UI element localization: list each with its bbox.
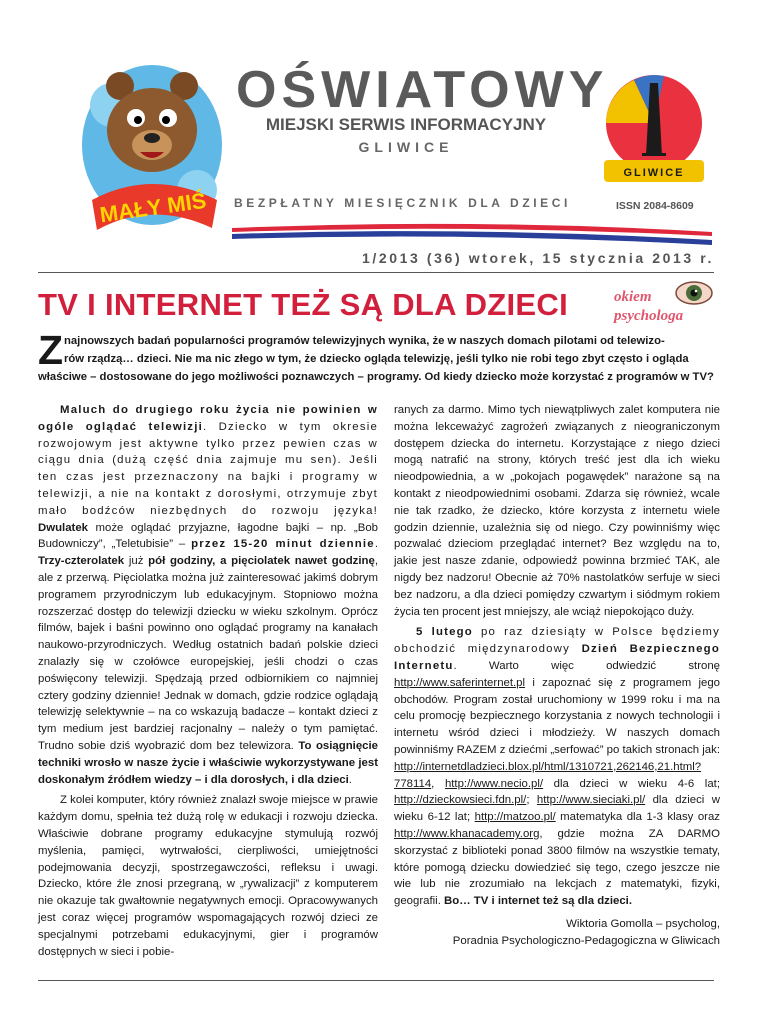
link-internetdladzieci[interactable]: http://internetdladzieci.blox.pl/html/1310721,262146,21.html?778114 (394, 760, 702, 790)
link-saferinternet[interactable]: http://www.saferinternet.pl (394, 676, 526, 689)
masthead-title: OŚWIATOWY (236, 61, 609, 119)
link-sieciaki[interactable]: http://www.sieciaki.pl/ (536, 794, 646, 807)
section-label-1: okiem (614, 289, 652, 305)
decorative-stripes (232, 218, 712, 248)
issn: ISSN 2084-8609 (616, 200, 694, 212)
svg-text:GLIWICE: GLIWICE (623, 167, 685, 179)
link-matzoo[interactable]: http://matzoo.pl/ (474, 811, 556, 824)
article-headline: TV I INTERNET TEŻ SĄ DLA DZIECI (38, 287, 568, 322)
paragraph: Maluch do drugiego roku życia nie powinien w ogóle oglądać telewizji. Dziecko w tym okresie rozwojowym jest aktywne tylko przez pewien czas w ciągu dnia (dużą część dnia zajmuje mu sen). Jeśli ten czas jest przeznaczony na bajki i programy w telewizji, a nie na kontakt z dorosłymi, otrzymuje zbyt mało bodźców niezbędnych do rozwoju języka! Dwulatek może oglądać przyjazne, łagodne bajki – np. „Bob Budowniczy”, „Teletubisie” – przez 15-20 minut dziennie. Trzy-czterolatek już pół godziny, a pięciolatek nawet godzinę, ale z przerwą. Pięciolatka można już zainteresować jakimś dobrym programem przyrodniczym lub edukacyjnym. Stopniowo można rozszerzać dostęp do telewizji dziecku w wieku szkolnym. Oprócz filmów, bajek i baśni powinno ono oglądać programy na kanałach naukowo-przyrodniczych. Według ostatnich badań polskie dzieci znalazły się w czołówce europejskiej, jeśli chodzi o czas poświęcony telewizji. Spędzają przed odbiornikiem co najmniej cztery godziny dziennie! Jednak w domach, gdzie rodzice oglądają telewizję selektywnie – na co wskazują badacze – kontakt dzieci z tym medium jest bardziej racjonalny – należy o tym pamiętać. Trudno sobie dziś wyobrazić dom bez telewizora. To osiągnięcie techniki wrosło w nasze życie i właściwie wykorzystywane jest doskonałym źródłem wiedzy – i dla dorosłych, i dla dzieci. (38, 404, 379, 786)
paragraph: 5 lutego po raz dziesiąty w Polsce będziemy obchodzić międzynarodowy Dzień Bezpiecznego Internetu. Warto więc odwiedzić stronę http://www.saferinternet.pl i zapoznać się z programem jego obchodów. Program został uruchomiony w 1999 roku i ma na celu promocję bezpiecznego korzystania z nowych technologii i internetu wśród dzieci i młodzieży. W naszych domach powinniśmy RAZEM z dziećmi „serfować” po takich stronach jak: http://internetdladzieci.blox.pl/html/1310721,262146,21.html?778114, http://www.necio.pl/ dla dzieci w wieku 4-6 lat; http://dzieckowsieci.fdn.pl/; http://www.sieciaki.pl/ dla dzieci w wieku 6-12 lat; http://matzoo.pl/ matematyka dla 1-3 klasy oraz http://www.khanacademy.org, gdzie można ZA DARMO skorzystać z biblioteki ponad 3800 filmów na wszystkie tematy, które pomogą dziecku dowiedzieć się tego, czego jeszcze nie wie lub nie zrozumiało na lekcjach z matematyki, fizyki, geografii. Bo… TV i internet też są dla dzieci. (394, 626, 721, 908)
masthead-city: GLIWICE (358, 139, 454, 155)
monthly-label: BEZPŁATNY MIESIĘCZNIK DLA DZIECI (234, 196, 571, 210)
lead-line: najnowszych badań popularności programów telewizyjnych wynika, że w naszych domach pilotami od telewizo- (64, 335, 665, 347)
lead-line: rów rządzą… dzieci. Nie ma nic złego w tym, że dziecko ogląda telewizję, jeśli tylko nie robi tego zbyt często i ogląda (64, 353, 689, 365)
eye-icon (674, 278, 714, 308)
masthead-subtitle: MIEJSKI SERWIS INFORMACYJNY (265, 115, 547, 134)
header-divider (38, 272, 714, 273)
link-khanacademy[interactable]: http://www.khanacademy.org (394, 827, 540, 840)
maly-mis-logo (72, 50, 232, 250)
link-necio[interactable]: http://www.necio.pl/ (444, 777, 544, 790)
lead-paragraph (38, 327, 722, 386)
footer-divider (38, 980, 714, 981)
paragraph: ranych za darmo. Mimo tych niewątpliwych zalet komputera nie można lekceważyć zagrożeń związanych z nieograniczonym dostępem dziecka do internetu. Korzystające z niego dzieci mogą natrafić na strony, których treść jest dla ich wieku nieodpowiednia, a w „pokojach pogawędek” narażone są na kontakt z nieodpowiednimi osobami. Zdarza się również, wcale nie tak rzadko, że dziecko, które korzysta z internetu wiele godzin dziennie, uzależnia się od niego. Czy powinniśmy więc pozwalać dzieciom przeglądać internet? Bez względu na to, jakie jest nasze zdanie, odpowiedź powinna brzmieć TAK, ale nigdy bez nadzoru! Obecnie aż 70% nastolatków serfuje w sieci bez nadzoru, a dla dzieci pomiędzy czwartym i siódmym rokiem życia ten procent jest mniejszy, ale wciąż niepokojąco duży. (394, 404, 720, 618)
svg-text:MAŁY MIŚ: MAŁY MIŚ (98, 187, 208, 228)
section-label-2: psychologa (614, 308, 684, 324)
paragraph: Z kolei komputer, który również znalazł swoje miejsce w prawie każdym domu, spełnia też dużą rolę w edukacji i rozwoju dziecka. Właściwie dobrane programy edukacyjne stymulują rozwój myślenia, pamięci, wytrwałości, cierpliwości, umiejętności podejmowania decyzji, spostrzegawczości, refleksu i uwagi. Dziecko, które źle znosi przegraną, w „rywalizacji” z komputerem nie okazuje tak gwałtownie negatywnych emocji. Opracowywanych jest coraz więcej programów wspomagających rozwój dzieci ze specjalnymi potrzebami edukacyjnymi, gier i programów dostępnych w sieci i pobie- (38, 794, 378, 958)
author-name: Wiktoria Gomolla – psycholog, (566, 918, 720, 930)
lead-drop-cap: Z (38, 327, 64, 373)
gliwice-logo (594, 68, 714, 188)
column-right (394, 402, 720, 914)
lead-line: właściwe – dostosowane do jego możliwości poznawczych – programy. Od kiedy dziecko może korzystać z programów w TV? (38, 371, 714, 383)
author-affiliation: Poradnia Psychologiczno-Pedagogiczna w Gliwicach (452, 935, 720, 947)
signature (394, 916, 720, 950)
link-dzieckowsieci[interactable]: http://dzieckowsieci.fdn.pl/ (394, 794, 527, 807)
issue-date: 1/2013 (36) wtorek, 15 stycznia 2013 r. (362, 250, 714, 266)
column-left (38, 402, 378, 964)
